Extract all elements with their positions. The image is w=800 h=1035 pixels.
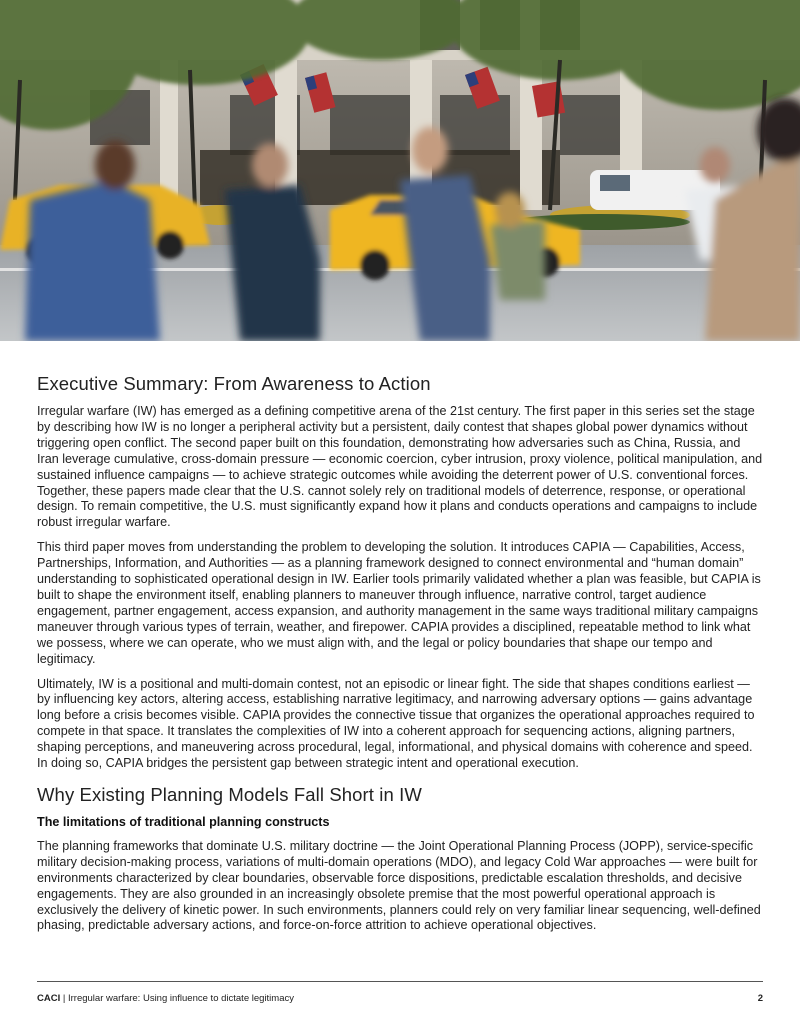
paragraph: Ultimately, IW is a positional and multi-domain contest, not an episodic or linear fight. The side that shapes conditions earliest — by influencing key actors, altering access, establishing narrative legitimacy, and narrowing adversary options — gains advantage long before a crisis becomes visible. CAPIA provides the connective tissue that organizes the operational approaches required to compete in that space. It translates the complexities of IW into a coherent approach for sequencing actions, aligning partners, shaping perceptions, and maneuvering across procedural, legal, informational, and physical domains with coherence and speed. In doing so, CAPIA bridges the persistent gap between strategic intent and operational execution. <box>37 676 755 771</box>
paragraph: This third paper moves from understanding the problem to developing the solution. It introduces CAPIA — Capabilities, Access, Partnerships, Information, and Authorities — as a planning framework designed to connect environmental and “human domain” understanding to sophisticated operational design in IW. Earlier tools primarily validated whether a plan was feasible, but CAPIA is built to shape the environment itself, enabling planners to maneuver through influence, narrative control, target audience engagement, partner engagement, access expansion, and authority management in the same ways traditional military campaigns maneuver through various types of terrain, weather, and firepower. CAPIA provides a disciplined, repeatable method to link what we possess, where we can operate, who we must align with, and the legal or policy boundaries that shape our tempo and legitimacy. <box>37 540 761 666</box>
footer-divider <box>37 981 763 982</box>
section-heading-planning-models: Why Existing Planning Models Fall Short in IW <box>37 783 422 805</box>
page-footer <box>37 993 763 1004</box>
subheading: The limitations of traditional planning constructs <box>37 814 330 829</box>
footer-brand: CACI <box>37 993 61 1004</box>
page-number: 2 <box>757 993 763 1004</box>
article-body <box>37 373 763 943</box>
paragraph: The planning frameworks that dominate U.S. military doctrine — the Joint Operational Planning Process (JOPP), service-specific military decision-making process, variations of multi-domain operations (MDO), and legacy Cold War approaches — were built for environments characterized by clear boundaries, observable force dispositions, predictable escalation thresholds, and decisive engagements. They are also grounded in an increasingly obsolete premise that the most powerful operational approach is exclusively the delivery of kinetic power. In such environments, planners could rely on very familiar linear sequencing, well-defined phasing, predictable adversary actions, and force-on-force attrition to achieve operational objectives. <box>37 838 761 933</box>
footer-title: Irregular warfare: Using influence to dictate legitimacy <box>67 993 294 1004</box>
section-heading-executive-summary: Executive Summary: From Awareness to Action <box>37 373 431 394</box>
paragraph: Irregular warfare (IW) has emerged as a defining competitive arena of the 21st century. The first paper in this series set the stage by describing how IW is no longer a peripheral activity but a persistent, daily contest that shapes global power dynamics without triggering open conflict. The second paper built on this foundation, demonstrating how adversaries such as China, Russia, and Iran leverage cumulative, cross-domain pressure — economic coercion, cyber intrusion, proxy violence, political manipulation, and sustained influence campaigns — to achieve strategic outcomes while avoiding the deterrent power of U.S. conventional forces. Together, these papers made clear that the U.S. cannot solely rely on traditional models of deterrence, response, or operational design. To remain competitive, the U.S. must significantly expand how it plans and conducts operations and campaigns to include robust irregular warfare. <box>37 404 763 530</box>
footer-separator: | <box>60 993 68 1004</box>
hero-photo <box>0 0 800 341</box>
